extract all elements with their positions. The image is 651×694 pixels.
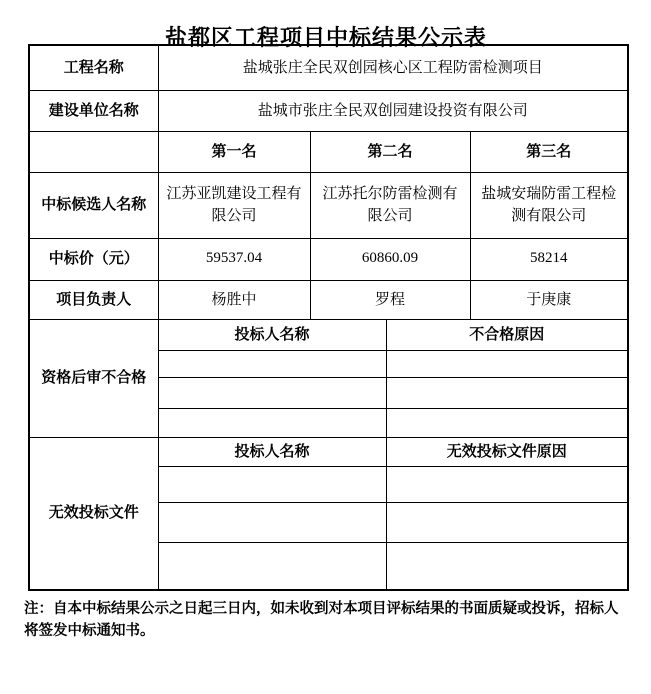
empty-cell [386,466,628,502]
row-prices [29,238,628,280]
row-candidates [29,172,628,238]
invalid-section-label: 无效投标文件 [29,437,158,590]
price-label: 中标价（元） [29,238,158,280]
price-3: 58214 [470,238,628,280]
manager-1: 杨胜中 [158,280,310,319]
rank-header-3: 第三名 [470,131,628,172]
empty-cell [386,350,628,377]
row-managers [29,280,628,319]
empty-cell [386,408,628,437]
empty-cell [158,377,386,408]
candidate-label: 中标候选人名称 [29,172,158,238]
row-rank-headers [29,131,628,172]
price-2: 60860.09 [310,238,470,280]
empty-cell [158,542,386,590]
empty-cell [29,131,158,172]
page-title: 盐都区工程项目中标结果公示表 [164,25,487,50]
disqualified-section-label: 资格后审不合格 [29,319,158,437]
empty-cell [386,377,628,408]
disqualified-reason-header: 不合格原因 [386,319,628,350]
project-name-value: 盐城张庄全民双创园核心区工程防雷检测项目 [158,45,628,90]
rank-header-1: 第一名 [158,131,310,172]
candidate-3: 盐城安瑞防雷工程检测有限公司 [470,172,628,238]
empty-cell [158,466,386,502]
candidate-1: 江苏亚凯建设工程有限公司 [158,172,310,238]
project-name-label: 工程名称 [29,45,158,90]
manager-2: 罗程 [310,280,470,319]
footer-note: 注：自本中标结果公示之日起三日内，如未收到对本项目评标结果的书面质疑或投诉，招标人将签发中标通知书。 [24,601,619,640]
invalid-bidder-header: 投标人名称 [158,437,386,466]
row-owner-name [29,90,628,131]
empty-cell [158,502,386,542]
owner-name-value: 盐城市张庄全民双创园建设投资有限公司 [158,90,628,131]
candidate-2: 江苏托尔防雷检测有限公司 [310,172,470,238]
owner-name-label: 建设单位名称 [29,90,158,131]
bid-results-table [28,44,629,591]
disqualified-bidder-header: 投标人名称 [158,319,386,350]
empty-cell [158,408,386,437]
empty-cell [158,350,386,377]
manager-3: 于庚康 [470,280,628,319]
empty-cell [386,502,628,542]
price-1: 59537.04 [158,238,310,280]
rank-header-2: 第二名 [310,131,470,172]
manager-label: 项目负责人 [29,280,158,319]
row-disqualified-header [29,319,628,350]
row-invalid-header [29,437,628,466]
empty-cell [386,542,628,590]
invalid-reason-header: 无效投标文件原因 [386,437,628,466]
